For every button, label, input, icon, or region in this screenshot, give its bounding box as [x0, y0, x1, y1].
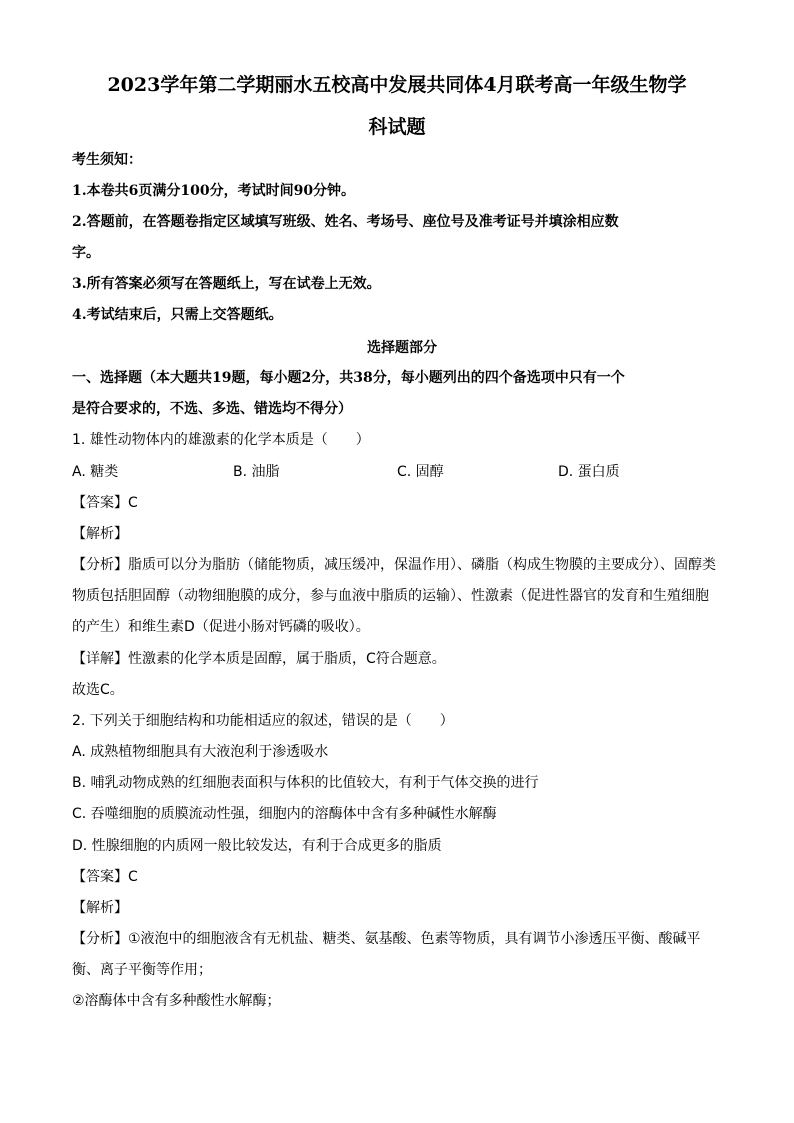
question-1-analysis: 物质包括胆固醇（动物细胞膜的成分，参与血液中脂质的运输）、性激素（促进性器官的发育和生殖细胞 [72, 588, 709, 604]
notice-item: 2.答题前，在答题卷指定区域填写班级、姓名、考场号、座位号及准考证号并填涂相应数 [72, 214, 619, 230]
question-2-option-b: B. 哺乳动物成熟的红细胞表面积与体积的比值较大，有利于气体交换的进行 [72, 775, 539, 791]
question-1-option-a: A. 糖类 [72, 464, 119, 480]
question-2-answer: 【答案】C [72, 869, 138, 885]
question-1-analysis-label: 【解析】 [72, 526, 128, 542]
question-2-analysis: ②溶酶体中含有多种酸性水解酶； [72, 993, 281, 1009]
notice-item: 字。 [72, 245, 100, 261]
question-1-option-c: C. 固醇 [397, 464, 444, 480]
question-2-analysis: 【分析】①液泡中的细胞液含有无机盐、糖类、氨基酸、色素等物质，具有调节小渗透压平衡、酸碱平 [72, 931, 701, 947]
notice-item: 4.考试结束后，只需上交答题纸。 [72, 307, 283, 323]
notice-heading: 考生须知： [72, 152, 142, 168]
question-1-analysis: 【分析】脂质可以分为脂肪（储能物质，减压缓冲，保温作用）、磷脂（构成生物膜的主要成分）、固醇类 [72, 557, 716, 573]
question-2-option-d: D. 性腺细胞的内质网一般比较发达，有利于合成更多的脂质 [72, 838, 442, 854]
question-1-conclusion: 故选C。 [72, 682, 124, 698]
exam-title-line-1: 2023学年第二学期丽水五校高中发展共同体4月联考高一年级生物学 [107, 74, 687, 96]
notice-item: 1.本卷共6页满分100分，考试时间90分钟。 [72, 183, 356, 199]
question-1-stem: 1. 雄性动物体内的雄激素的化学本质是（ ） [72, 432, 370, 448]
question-1-detail: 【详解】性激素的化学本质是固醇，属于脂质，C符合题意。 [72, 651, 446, 667]
notice-item: 3.所有答案必须写在答题纸上，写在试卷上无效。 [72, 276, 381, 292]
exam-title-line-2: 科试题 [368, 116, 426, 138]
question-2-stem: 2. 下列关于细胞结构和功能相适应的叙述，错误的是（ ） [72, 713, 454, 729]
question-2-option-a: A. 成熟植物细胞具有大液泡利于渗透吸水 [72, 744, 329, 760]
question-1-answer: 【答案】C [72, 495, 138, 511]
section-title: 选择题部分 [367, 340, 437, 356]
question-2-option-c: C. 吞噬细胞的质膜流动性强，细胞内的溶酶体中含有多种碱性水解酶 [72, 806, 497, 822]
question-1-option-b: B. 油脂 [233, 464, 280, 480]
question-2-analysis: 衡、离子平衡等作用； [72, 962, 212, 978]
question-1-option-d: D. 蛋白质 [558, 464, 620, 480]
part-heading: 一、选择题（本大题共19题，每小题2分，共38分，每小题列出的四个备选项中只有一个 [72, 370, 625, 386]
question-1-analysis: 的产生）和维生素D（促进小肠对钙磷的吸收）。 [72, 619, 370, 635]
question-2-analysis-label: 【解析】 [72, 900, 128, 916]
part-heading: 是符合要求的，不选、多选、错选均不得分） [72, 401, 352, 417]
